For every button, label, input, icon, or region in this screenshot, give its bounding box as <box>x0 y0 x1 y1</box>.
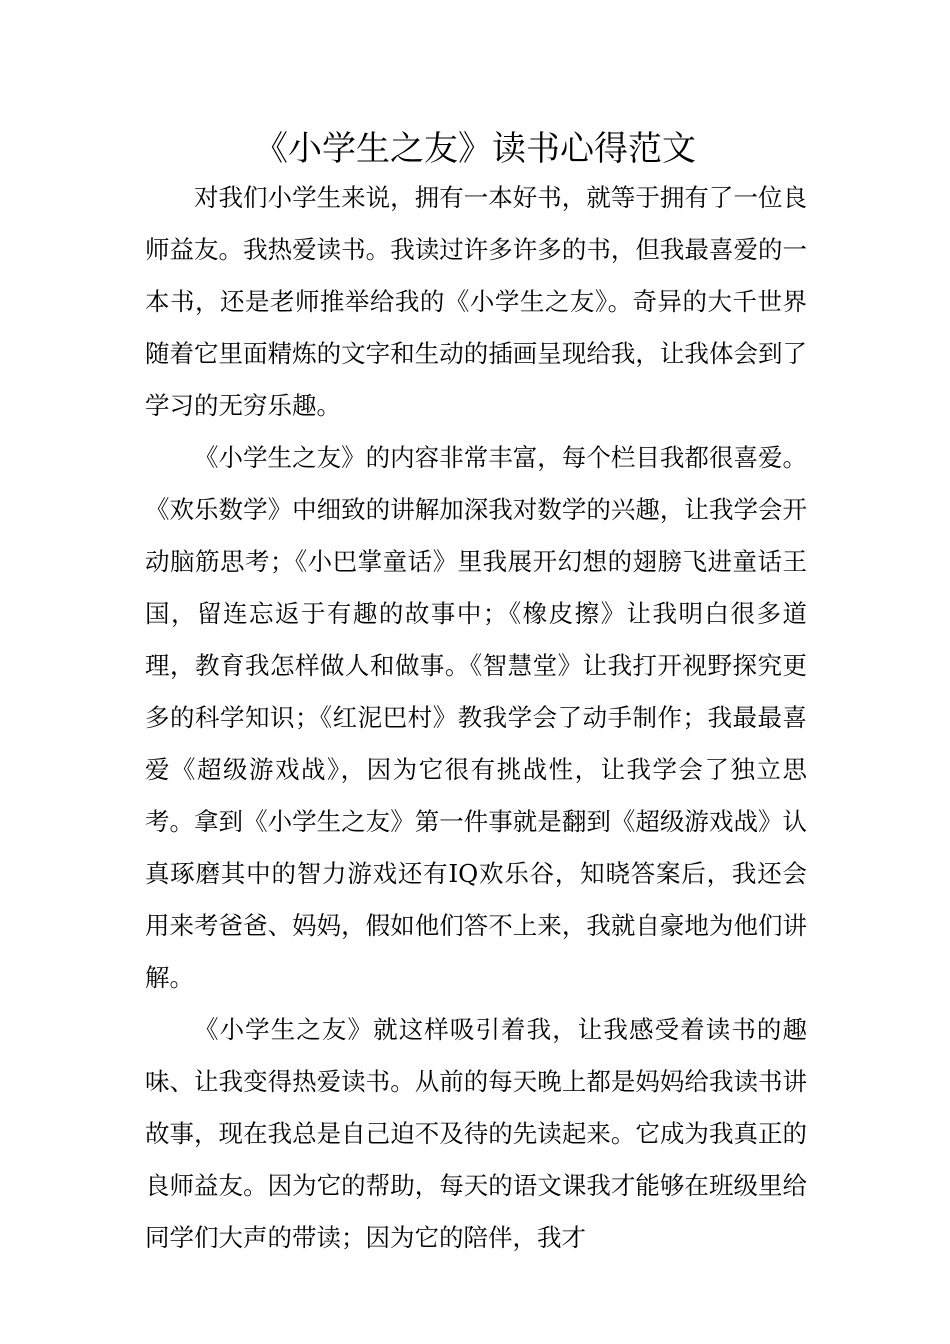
paragraph-3: 《小学生之友》就这样吸引着我，让我感受着读书的趣味、让我变得热爱读书。从前的每天晚上都是妈妈给我读书讲故事，现在我总是自己迫不及待的先读起来。它成为我真正的良师益友。因为它的帮助，每天的语文课我才能够在班级里给同学们大声的带读；因为它的陪伴，我才 <box>145 1015 807 1252</box>
paragraph-2: 《小学生之友》的内容非常丰富，每个栏目我都很喜爱。《欢乐数学》中细致的讲解加深我对数学的兴趣，让我学会开动脑筋思考；《小巴掌童话》里我展开幻想的翅膀飞进童话王国，留连忘返于有趣的故事中；《橡皮擦》让我明白很多道理，教育我怎样做人和做事。《智慧堂》让我打开视野探究更多的科学知识；《红泥巴村》教我学会了动手制作；我最最喜爱《超级游戏战》，因为它很有挑战性，让我学会了独立思考。拿到《小学生之友》第一件事就是翻到《超级游戏战》认真琢磨其中的智力游戏还有IQ欢乐谷，知晓答案后，我还会用来考爸爸、妈妈，假如他们答不上来，我就自豪地为他们讲解。 <box>145 443 807 992</box>
document-body <box>145 172 807 1264</box>
paragraph-1: 对我们小学生来说，拥有一本好书，就等于拥有了一位良师益友。我热爱读书。我读过许多许多的书，但我最喜爱的一本书，还是老师推举给我的《小学生之友》。奇异的大千世界随着它里面精炼的文字和生动的插画呈现给我，让我体会到了学习的无穷乐趣。 <box>145 183 807 420</box>
document-title: 《小学生之友》读书心得范文 <box>254 129 696 169</box>
